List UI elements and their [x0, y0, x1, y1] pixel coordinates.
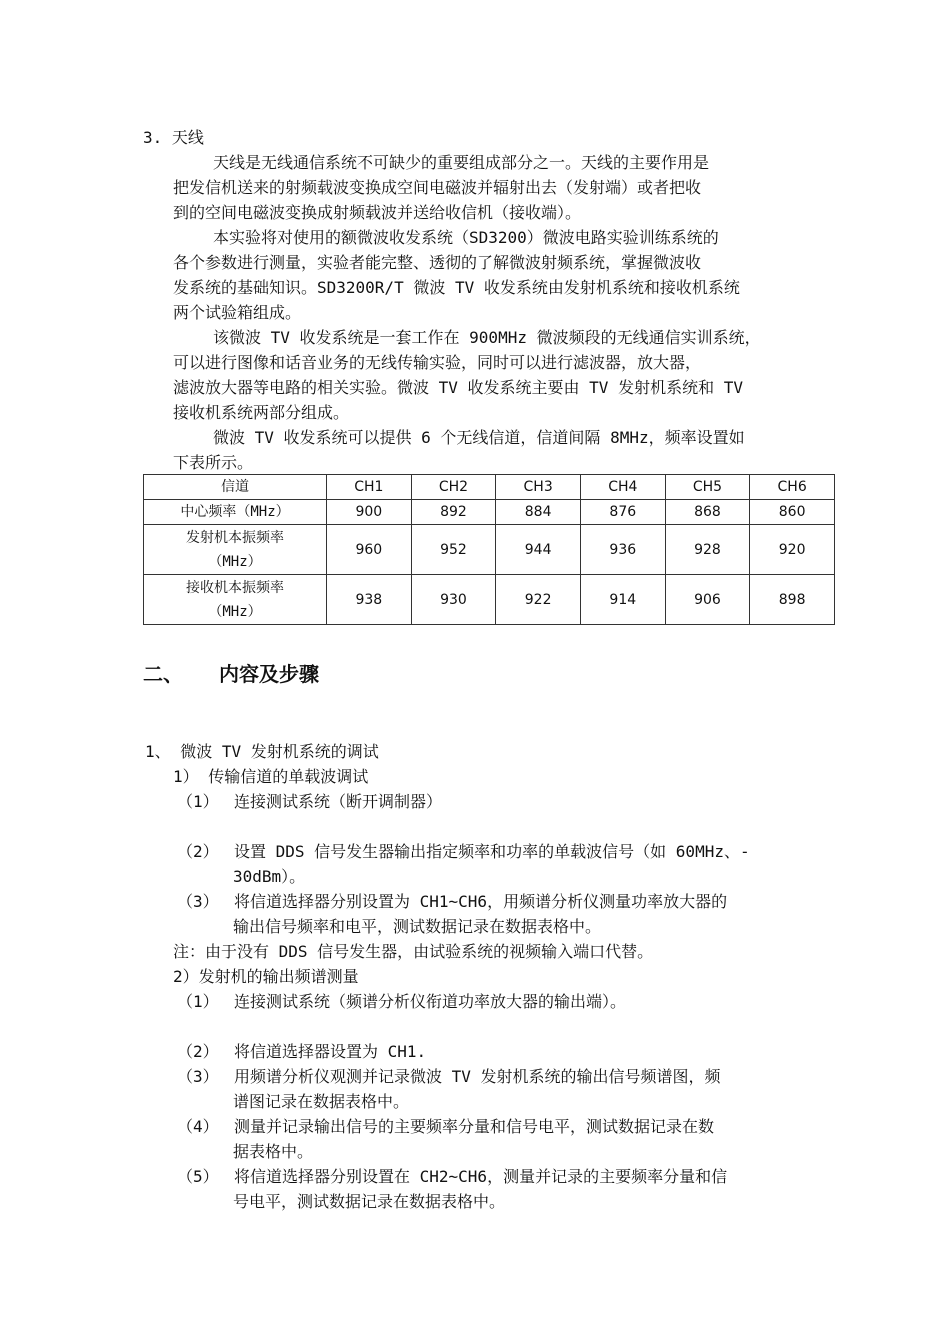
- table-cell: 914: [580, 575, 665, 625]
- step-text: 将信道选择器设置为 CH1.: [234, 1042, 427, 1061]
- step-text-continued: 据表格中。: [233, 1142, 314, 1161]
- paragraph-line: 到的空间电磁波变换成射频载波并送给收信机（接收端）。: [173, 203, 582, 222]
- paragraph-line: 该微波 TV 收发系统是一套工作在 900MHz 微波频段的无线通信实训系统，: [213, 328, 761, 347]
- table-header-cell: CH6: [750, 475, 835, 500]
- step-text: 设置 DDS 信号发生器输出指定频率和功率的单载波信号（如 60MHz、-: [234, 842, 750, 861]
- table-cell: 922: [496, 575, 581, 625]
- step-number: （3）: [177, 1067, 219, 1086]
- table-cell: 906: [665, 575, 750, 625]
- paragraph-line: 两个试验箱组成。: [173, 303, 302, 322]
- step-item: [177, 1040, 426, 1064]
- table-cell: 868: [665, 500, 750, 525]
- substep-heading: 1） 传输信道的单载波调试: [173, 767, 369, 786]
- row-label-unit: （MHz）: [208, 603, 262, 620]
- paragraph-line: 可以进行图像和话音业务的无线传输实验，同时可以进行滤波器，放大器，: [173, 353, 702, 372]
- table-header-cell: CH1: [327, 475, 412, 500]
- paragraph-line: 微波 TV 收发系统可以提供 6 个无线信道，信道间隔 8MHz，频率设置如: [213, 428, 745, 447]
- note: 注：由于没有 DDS 信号发生器，由试验系统的视频输入端口代替。: [173, 942, 654, 961]
- table-header-cell: CH4: [580, 475, 665, 500]
- step-number: （5）: [177, 1167, 219, 1186]
- paragraph-line: 天线是无线通信系统不可缺少的重要组成部分之一。天线的主要作用是: [213, 153, 710, 172]
- table-header-cell: CH5: [665, 475, 750, 500]
- paragraph-line: 发系统的基础知识。SD3200R/T 微波 TV 收发系统由发射机系统和接收机系统: [173, 278, 740, 297]
- table-cell: 952: [411, 525, 496, 575]
- step-number: （1）: [177, 992, 219, 1011]
- step-text: 将信道选择器分别设置在 CH2~CH6，测量并记录的主要频率分量和信: [234, 1167, 728, 1186]
- row-label: [144, 575, 327, 625]
- table-row: [144, 525, 835, 575]
- step-text-continued: 谱图记录在数据表格中。: [233, 1092, 410, 1111]
- step-number: （2）: [177, 842, 219, 861]
- table-cell: 898: [750, 575, 835, 625]
- table-cell: 928: [665, 525, 750, 575]
- table-cell: 900: [327, 500, 412, 525]
- row-label-unit: （MHz）: [208, 553, 262, 570]
- step-number: （1）: [177, 792, 219, 811]
- step-text: 将信道选择器分别设置为 CH1~CH6，用频谱分析仪测量功率放大器的: [234, 892, 728, 911]
- step-item: [177, 840, 750, 864]
- step-number: （4）: [177, 1117, 219, 1136]
- row-label-line: 发射机本振频率: [186, 529, 284, 546]
- table-cell: 860: [750, 500, 835, 525]
- table-cell: 892: [411, 500, 496, 525]
- table-cell: 884: [496, 500, 581, 525]
- table-row: [144, 575, 835, 625]
- step-text: 连接测试系统（频谱分析仪衔道功率放大器的输出端）。: [234, 992, 627, 1011]
- step-heading: 1、 微波 TV 发射机系统的调试: [145, 742, 379, 761]
- substep-heading: 2）发射机的输出频谱测量: [173, 967, 359, 986]
- paragraph-line: 本实验将对使用的额微波收发系统（SD3200）微波电路实验训练系统的: [213, 228, 719, 247]
- table-cell: 930: [411, 575, 496, 625]
- step-number: （3）: [177, 892, 219, 911]
- table-header-cell: CH2: [411, 475, 496, 500]
- section-number: 二、: [143, 662, 183, 686]
- step-text: 连接测试系统（断开调制器）: [234, 792, 443, 811]
- table-cell: 944: [496, 525, 581, 575]
- paragraph-line: 把发信机送来的射频载波变换成空间电磁波并辐射出去（发射端）或者把收: [173, 178, 702, 197]
- table-header-cell: CH3: [496, 475, 581, 500]
- section-heading: [143, 660, 319, 688]
- table-cell: 938: [327, 575, 412, 625]
- table-cell: 936: [580, 525, 665, 575]
- step-text: 测量并记录输出信号的主要频率分量和信号电平，测试数据记录在数: [234, 1117, 715, 1136]
- paragraph-line: 下表所示。: [173, 453, 254, 472]
- step-item: [177, 790, 442, 814]
- paragraph-line: 各个参数进行测量，实验者能完整、透彻的了解微波射频系统，掌握微波收: [173, 253, 702, 272]
- step-item: [177, 990, 626, 1014]
- table-cell: 960: [327, 525, 412, 575]
- row-label: [144, 525, 327, 575]
- step-item: [177, 1065, 721, 1089]
- step-text-continued: 输出信号频率和电平，测试数据记录在数据表格中。: [233, 917, 602, 936]
- table-cell: 920: [750, 525, 835, 575]
- table-row: [144, 500, 835, 525]
- row-label-line: 接收机本振频率: [186, 579, 284, 596]
- step-text-continued: 号电平，测试数据记录在数据表格中。: [233, 1192, 506, 1211]
- table-cell: 876: [580, 500, 665, 525]
- section-title: 内容及步骤: [219, 662, 319, 686]
- step-item: [177, 1165, 727, 1189]
- step-number: （2）: [177, 1042, 219, 1061]
- row-label: 中心频率（MHz）: [144, 500, 327, 525]
- table-header-cell: 信道: [144, 475, 327, 500]
- step-item: [177, 1115, 714, 1139]
- step-text-continued: 30dBm）。: [233, 867, 306, 886]
- paragraph-line: 接收机系统两部分组成。: [173, 403, 350, 422]
- table-header-row: [144, 475, 835, 500]
- step-item: [177, 890, 727, 914]
- paragraph-line: 滤波放大器等电路的相关实验。微波 TV 收发系统主要由 TV 发射机系统和 TV: [173, 378, 743, 397]
- step-text: 用频谱分析仪观测并记录微波 TV 发射机系统的输出信号频谱图，频: [234, 1067, 721, 1086]
- channel-frequency-table: [143, 474, 835, 625]
- subsection-heading-antenna: 3. 天线: [143, 128, 204, 147]
